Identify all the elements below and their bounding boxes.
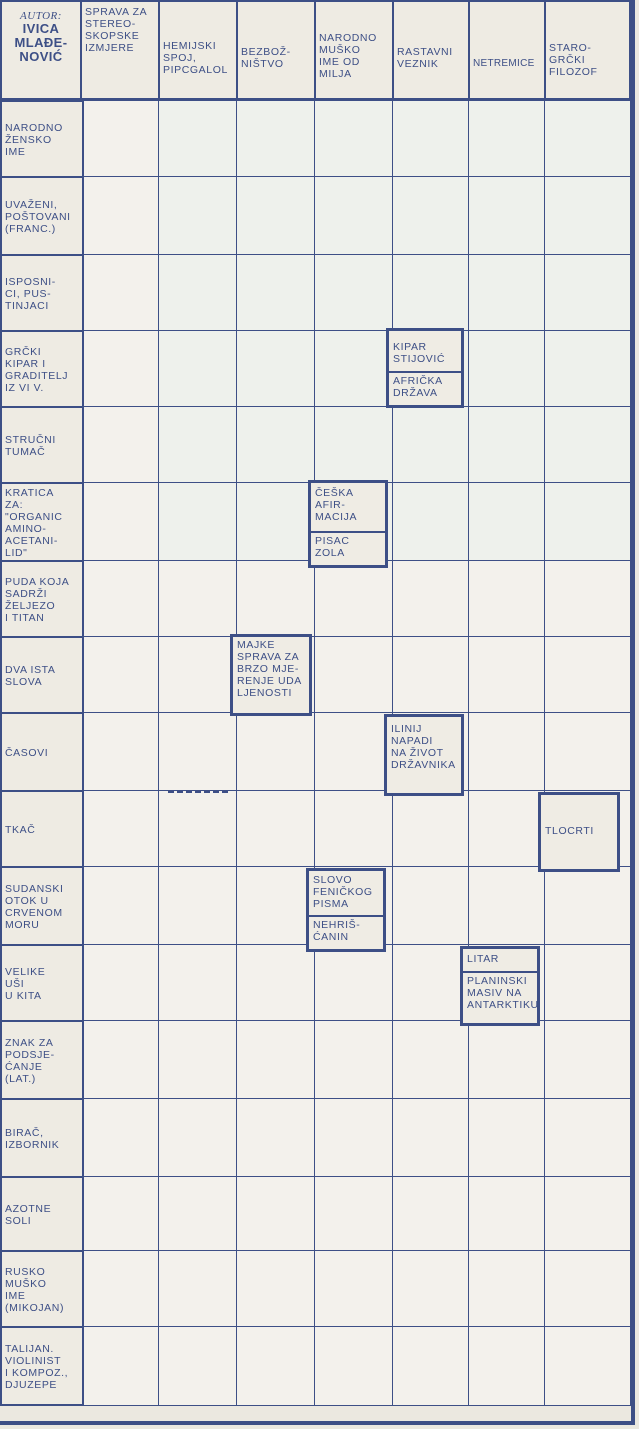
left-clue-3: ISPOSNI- CI, PUS- TINJACI [0, 254, 84, 332]
author-label: AUTOR: [20, 10, 62, 22]
author-name-line-3: NOVIĆ [19, 49, 63, 64]
top-clue-1: SPRAVA ZA STEREO- SKOPSKE IZMJERE [80, 0, 160, 100]
top-clue-2: HEMIJSKI SPOJ, PIPCGALOL [158, 0, 238, 100]
inner-clue-3-part-1: MAJKE SPRAVA ZA BRZO MJE- RENJE UDA LJENOSTI [237, 639, 302, 699]
top-clue-6: NETREMICE [468, 0, 546, 100]
inner-clue-6-part-1: SLOVO FENIČKOG PISMA [313, 874, 373, 910]
left-clue-11: SUDANSKI OTOK U CRVENOM MORU [0, 866, 84, 946]
inner-clue-6-part-2: NEHRIŠ- ĆANIN [309, 915, 383, 945]
inner-clue-7-part-2: PLANINSKI MASIV NA ANTARKTIKU [463, 971, 537, 1013]
top-clue-5: RASTAVNI VEZNIK [392, 0, 470, 100]
left-clue-16: RUSKO MUŠKO IME (MIKOJAN) [0, 1250, 84, 1328]
left-clue-9: ČASOVI [0, 712, 84, 792]
left-clue-4: GRČKI KIPAR I GRADITELJ IZ VI V. [0, 330, 84, 408]
inner-clue-1-part-1: KIPAR STIJOVIĆ [393, 341, 446, 365]
author-name-line-1: IVICA [22, 21, 60, 36]
left-clue-12: VELIKE UŠI U KITA [0, 944, 84, 1022]
inner-clue-7-part-1: LITAR [467, 953, 499, 965]
left-clue-7: PUDA KOJA SADRŽI ŽELJEZO I TITAN [0, 560, 84, 638]
left-clue-13: ZNAK ZA PODSJE- ĆANJE (LAT.) [0, 1020, 84, 1100]
top-clue-3: BEZBOŽ- NIŠTVO [236, 0, 316, 100]
left-clue-6: KRATICA ZA: "ORGANIC AMINO- ACETANI- LID" [0, 482, 84, 562]
left-clue-10: TKAČ [0, 790, 84, 868]
left-clue-1: NARODNO ŽENSKO IME [0, 100, 84, 178]
inner-clue-4-part-1: ILINIJ NAPADI NA ŽIVOT DRŽAVNIKA [391, 723, 456, 771]
left-clue-8: DVA ISTA SLOVA [0, 636, 84, 714]
inner-clue-5-part-1: TLOCRTI [545, 825, 594, 837]
left-clue-14: BIRAČ, IZBORNIK [0, 1098, 84, 1178]
inner-clue-2-part-2: PISAC ZOLA [311, 531, 385, 561]
top-clue-4: NARODNO MUŠKO IME OD MILJA [314, 0, 394, 100]
left-clue-15: AZOTNE SOLI [0, 1176, 84, 1252]
left-clue-17: TALIJAN. VIOLINIST I KOMPOZ., DJUZEPE [0, 1326, 84, 1406]
author-name-line-2: MLAĐE- [14, 35, 68, 50]
top-clue-7: STARO- GRČKI FILOZOF [544, 0, 631, 100]
inner-clue-2-part-1: ČEŠKA AFIR- MACIJA [315, 487, 358, 523]
left-clue-2: UVAŽENI, POŠTOVANI (FRANC.) [0, 176, 84, 256]
left-clue-5: STRUČNI TUMAČ [0, 406, 84, 484]
inner-clue-1-part-2: AFRIČKA DRŽAVA [389, 371, 461, 401]
